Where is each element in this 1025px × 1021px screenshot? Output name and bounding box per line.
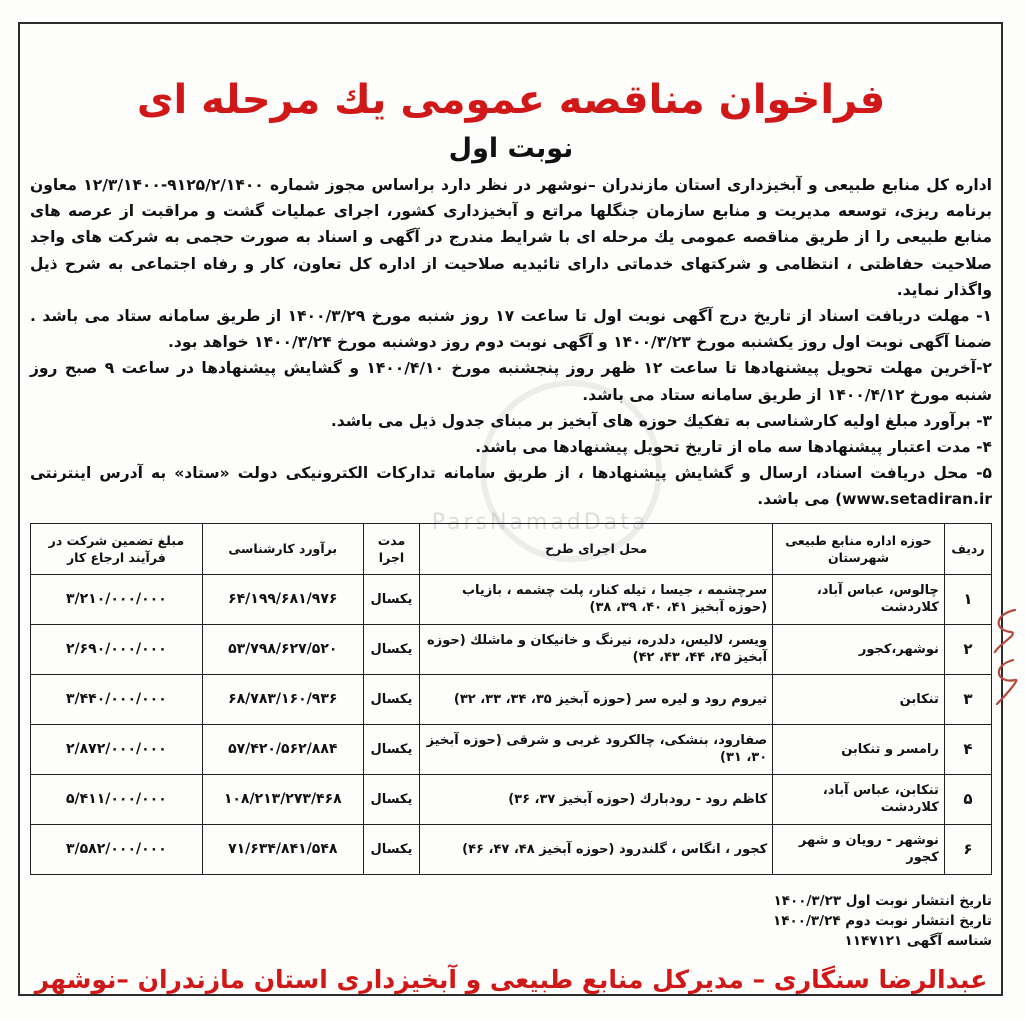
cell-num: ۲: [944, 624, 991, 674]
cell-place: صفارود، بنشکی، چالکرود غربی و شرقی (حوزه آبخیز ۳۰، ۳۱): [420, 724, 773, 774]
publication-info: [30, 891, 992, 951]
tender-ad: [30, 70, 992, 997]
ad-id: شناسه آگهی ۱۱۴۷۱۲۱: [844, 932, 992, 949]
cell-place: کجور ، انگاس ، گلندرود (حوزه آبخیز ۴۸، ۴۷، ۴۶): [420, 824, 773, 874]
item-4: ۴- مدت اعتبار پیشنهادها سه ماه از تاریخ تحویل پیشنهادها می باشد.: [475, 438, 992, 457]
cell-estimate: ۱۰۸/۲۱۳/۲۷۳/۴۶۸: [202, 774, 363, 824]
header-area: حوزه اداره منابع طبیعی شهرستان: [773, 523, 945, 574]
header-place: محل اجرای طرح: [420, 523, 773, 574]
item-3: ۳- برآورد مبلغ اولیه کارشناسی به تفکیك حوزه های آبخیز بر مبنای جدول ذیل می باشد.: [330, 411, 992, 430]
cell-guarantee: ۳/۵۸۲/۰۰۰/۰۰۰: [31, 824, 203, 874]
cell-area: نوشهر،کجور: [773, 624, 945, 674]
cell-area: تنکابن: [773, 674, 945, 724]
cell-duration: یکسال: [363, 574, 419, 624]
cell-place: کاظم رود - رودبارك (حوزه آبخیز ۳۷، ۳۶): [420, 774, 773, 824]
table-row: [31, 724, 992, 774]
table-row: [31, 774, 992, 824]
cell-duration: یکسال: [363, 674, 419, 724]
margin-scribble: [985, 600, 1021, 710]
signature-line: عبدالرضا سنگاری – مدیرکل منابع طبیعی و آبخیزداری استان مازندران –نوشهر: [34, 964, 988, 994]
ad-title: فراخوان مناقصه عمومی یك مرحله ای: [136, 77, 886, 123]
ad-subtitle: نوبت اول: [448, 133, 574, 164]
cell-area: تنکابن، عباس آباد، کلاردشت: [773, 774, 945, 824]
header-row-num: ردیف: [944, 523, 991, 574]
cell-guarantee: ۳/۲۱۰/۰۰۰/۰۰۰: [31, 574, 203, 624]
cell-duration: یکسال: [363, 824, 419, 874]
cell-place: ویسر، لالیس، دلدره، نیرنگ و خانیکان و ماشلك (حوزه آبخیز ۴۵، ۴۴، ۴۳، ۴۲): [420, 624, 773, 674]
cell-estimate: ۶۸/۷۸۳/۱۶۰/۹۳۶: [202, 674, 363, 724]
item-5-end: می باشد.: [757, 490, 830, 509]
intro-paragraph: اداره کل منابع طبیعی و آبخیزداری استان مازندران –نوشهر در نظر دارد براساس مجوز شماره ۹۱۲۵/۲/۱۴۰۰-۱۲/۳/۱۴۰۰ معاون برنامه ریزی، توسعه مدیریت و منابع سازمان جنگلها مراتع و آبخیزداری کشور، اجرای عملیات گشت و مراقبت از عرصه های منابع طبیعی را از طریق مناقصه عمومی یك مرحله ای با شرایط مندرج در آگهی و اسناد به صورت حجمی به شرکت های واجد صلاحیت حفاظتی ، انتظامی و شرکتهای خدماتی دارای تائیدیه صلاحیت از اداره کل تعاون، کار و رفاه اجتماعی به شرح ذیل واگذار نماید.: [30, 176, 992, 299]
item-5-text: ۵- محل دریافت اسناد، ارسال و گشایش پیشنهادها ، از طریق سامانه تدارکات الکترونیکی دولت «ستاد» به آدرس اینترنتی: [30, 464, 992, 483]
watermark-text: ParsNamadData: [431, 510, 649, 535]
cell-estimate: ۶۴/۱۹۹/۶۸۱/۹۷۶: [202, 574, 363, 624]
item-2: ۲-آخرین مهلت تحویل پیشنهادها تا ساعت ۱۲ ظهر روز پنجشنبه مورخ ۱۴۰۰/۴/۱۰ و گشایش پیشنهادها در ساعت ۹ صبح روز شنبه مورخ ۱۴۰۰/۴/۱۲ از طریق سامانه ستاد می باشد.: [30, 359, 993, 404]
cell-estimate: ۵۷/۴۲۰/۵۶۲/۸۸۴: [202, 724, 363, 774]
ad-body: [30, 172, 992, 513]
table-row: [31, 674, 992, 724]
cell-duration: یکسال: [363, 724, 419, 774]
cell-estimate: ۵۳/۷۹۸/۶۲۷/۵۲۰: [202, 624, 363, 674]
cell-duration: یکسال: [363, 774, 419, 824]
cell-guarantee: ۵/۴۱۱/۰۰۰/۰۰۰: [31, 774, 203, 824]
header-estimate: برآورد کارشناسی: [202, 523, 363, 574]
cell-estimate: ۷۱/۶۳۴/۸۴۱/۵۴۸: [202, 824, 363, 874]
cell-area: رامسر و تنکابن: [773, 724, 945, 774]
tender-table: [30, 523, 992, 875]
setad-url: (www.setadiran.ir: [835, 490, 992, 509]
cell-duration: یکسال: [363, 624, 419, 674]
header-guarantee: مبلغ تضمین شرکت در فرآیند ارجاع کار: [31, 523, 203, 574]
cell-num: ۵: [944, 774, 991, 824]
item-1: ۱- مهلت دریافت اسناد از تاریخ درج آگهی نوبت اول تا ساعت ۱۷ روز شنبه مورخ ۱۴۰۰/۳/۲۹ از طریق سامانه ستاد می باشد . ضمنا آگهی نوبت اول روز یکشنبه مورخ ۱۴۰۰/۳/۲۳ و آگهی نوبت دوم روز دوشنبه مورخ ۱۴۰۰/۳/۲۴ خواهد بود.: [30, 307, 992, 352]
cell-place: سرچشمه ، جیسا ، تیله کنار، پلت چشمه ، بازیاب (حوزه آبخیز ۴۱، ۴۰، ۳۹، ۳۸): [420, 574, 773, 624]
cell-place: تیروم رود و لیره سر (حوزه آبخیز ۳۵، ۳۴، ۳۳، ۳۲): [420, 674, 773, 724]
cell-num: ۳: [944, 674, 991, 724]
second-publication-date: تاریخ انتشار نوبت دوم ۱۴۰۰/۳/۲۴: [773, 912, 992, 929]
first-publication-date: تاریخ انتشار نوبت اول ۱۴۰۰/۳/۲۳: [773, 892, 992, 909]
cell-guarantee: ۲/۶۹۰/۰۰۰/۰۰۰: [31, 624, 203, 674]
item-5: [30, 460, 992, 512]
cell-guarantee: ۲/۸۷۲/۰۰۰/۰۰۰: [31, 724, 203, 774]
table-row: [31, 824, 992, 874]
table-header-row: [31, 523, 992, 574]
cell-num: ۴: [944, 724, 991, 774]
cell-area: چالوس، عباس آباد، کلاردشت: [773, 574, 945, 624]
table-row: [31, 574, 992, 624]
cell-guarantee: ۳/۴۴۰/۰۰۰/۰۰۰: [31, 674, 203, 724]
cell-num: ۱: [944, 574, 991, 624]
cell-area: نوشهر - رویان و شهر کجور: [773, 824, 945, 874]
table-row: [31, 624, 992, 674]
header-duration: مدت اجرا: [363, 523, 419, 574]
cell-num: ۶: [944, 824, 991, 874]
